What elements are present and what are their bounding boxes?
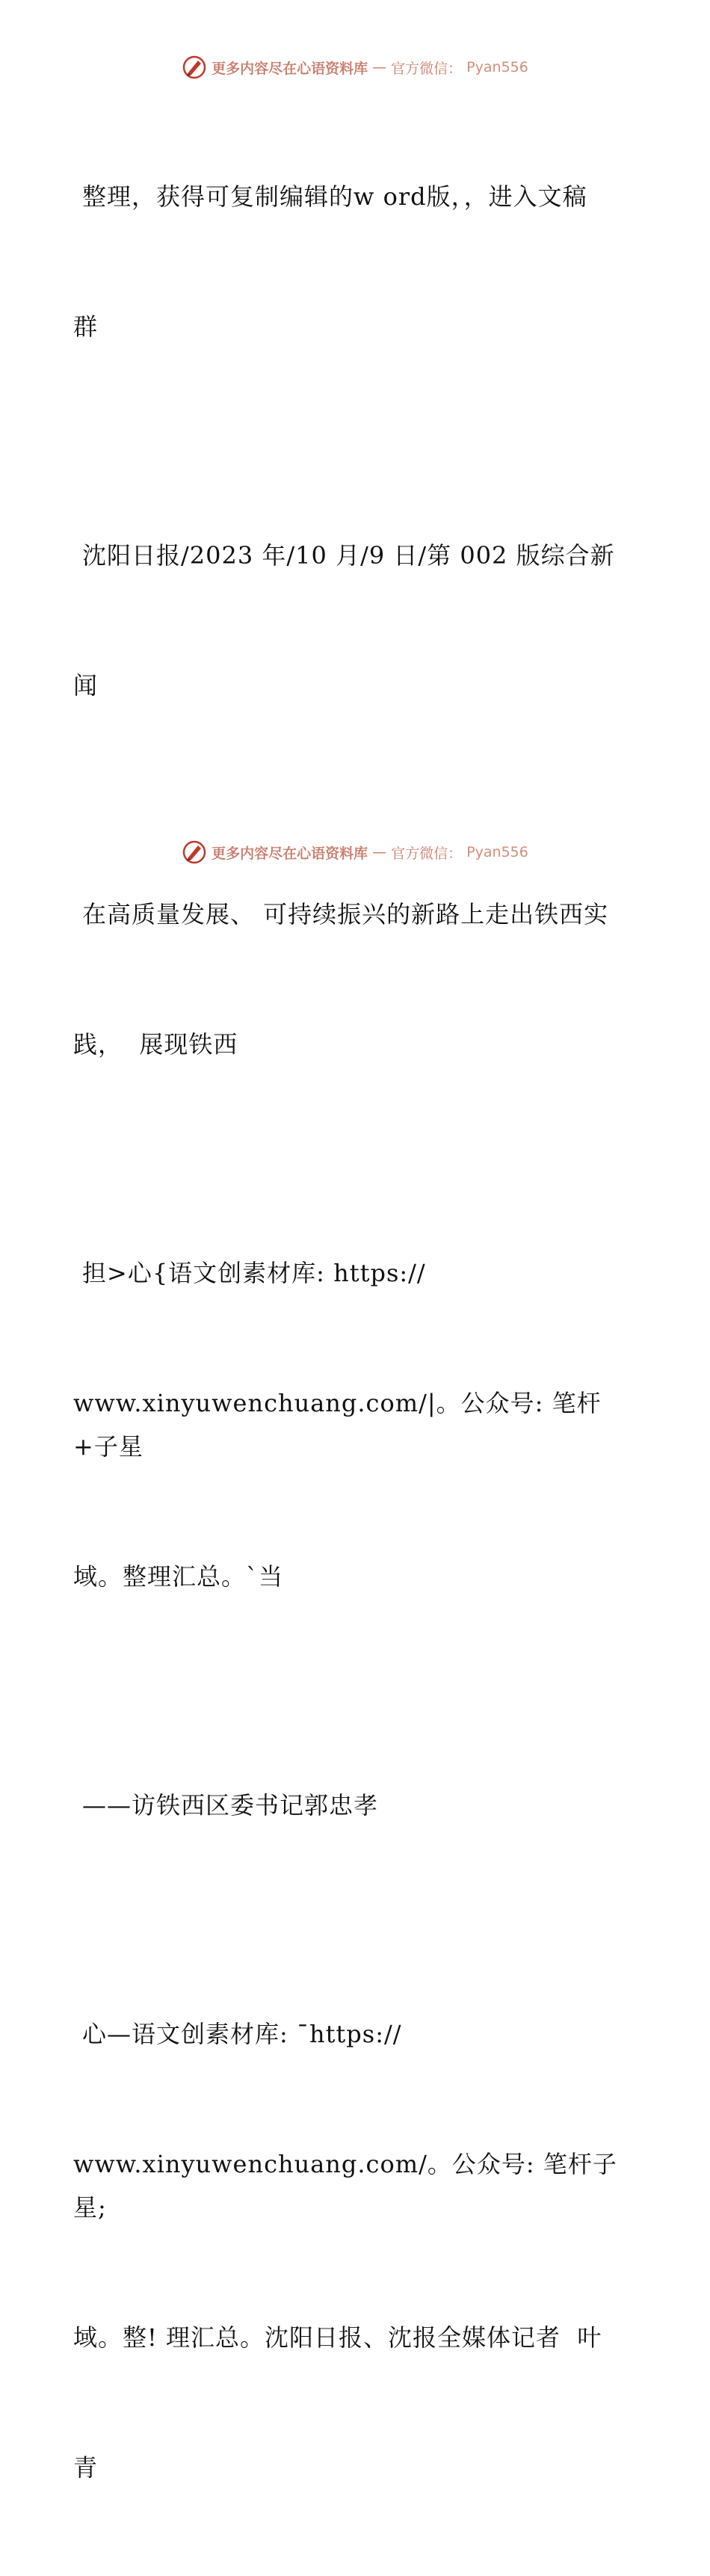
paragraph-line: 青	[73, 2453, 99, 2482]
header-watermark	[0, 52, 710, 82]
footer-watermark	[0, 837, 710, 867]
watermark-contact-id: Pyan556	[466, 59, 528, 76]
paragraph-2	[73, 447, 641, 794]
paragraph-line: www.xinyuwenchuang.com/|。公众号: 笔杆+子星	[73, 1389, 602, 1461]
paragraph-1	[73, 88, 641, 435]
pen-nib-logo-icon	[182, 839, 207, 865]
paragraph-line: 沈阳日报/2023 年/10 月/9 日/第 002 版综合新	[82, 541, 615, 570]
paragraph-line: 整理，获得可复制编辑的w ord版，，进入文稿	[82, 182, 587, 211]
paragraph-line: 闻	[73, 671, 99, 700]
paragraph-line: 担>心{语文创素材库: https://	[82, 1259, 426, 1287]
paragraph-6	[73, 1926, 641, 2576]
watermark-brand: 更多内容尽在心语资料库	[212, 60, 368, 77]
paragraph-line: www.xinyuwenchuang.com/。公众号: 笔杆子星;	[73, 2150, 617, 2222]
watermark-separator: —	[372, 844, 387, 860]
paragraph-5	[73, 1697, 641, 1914]
document-body	[73, 88, 641, 2576]
watermark-contact-label: 官方微信：	[391, 845, 463, 862]
paragraph-line: ——访铁西区委书记郭忠孝	[82, 1791, 379, 1819]
watermark-contact-label: 官方微信：	[391, 60, 463, 77]
paragraph-line: 域。整理汇总。`当	[73, 1562, 284, 1591]
paragraph-4	[73, 1165, 641, 1685]
watermark-separator: —	[372, 59, 387, 76]
watermark-contact-id: Pyan556	[466, 844, 528, 860]
paragraph-line: 心—语文创素材库: ¯https://	[82, 2020, 402, 2048]
paragraph-line: 域。整! 理汇总。沈阳日报、沈报全媒体记者 叶	[73, 2323, 602, 2352]
paragraph-line: 在高质量发展、 可持续振兴的新路上走出铁西实	[82, 900, 609, 928]
paragraph-line: 践， 展现铁西	[73, 1030, 238, 1059]
watermark-brand: 更多内容尽在心语资料库	[212, 845, 368, 862]
paragraph-line: 群	[73, 312, 99, 341]
pen-nib-logo-icon	[182, 55, 207, 80]
